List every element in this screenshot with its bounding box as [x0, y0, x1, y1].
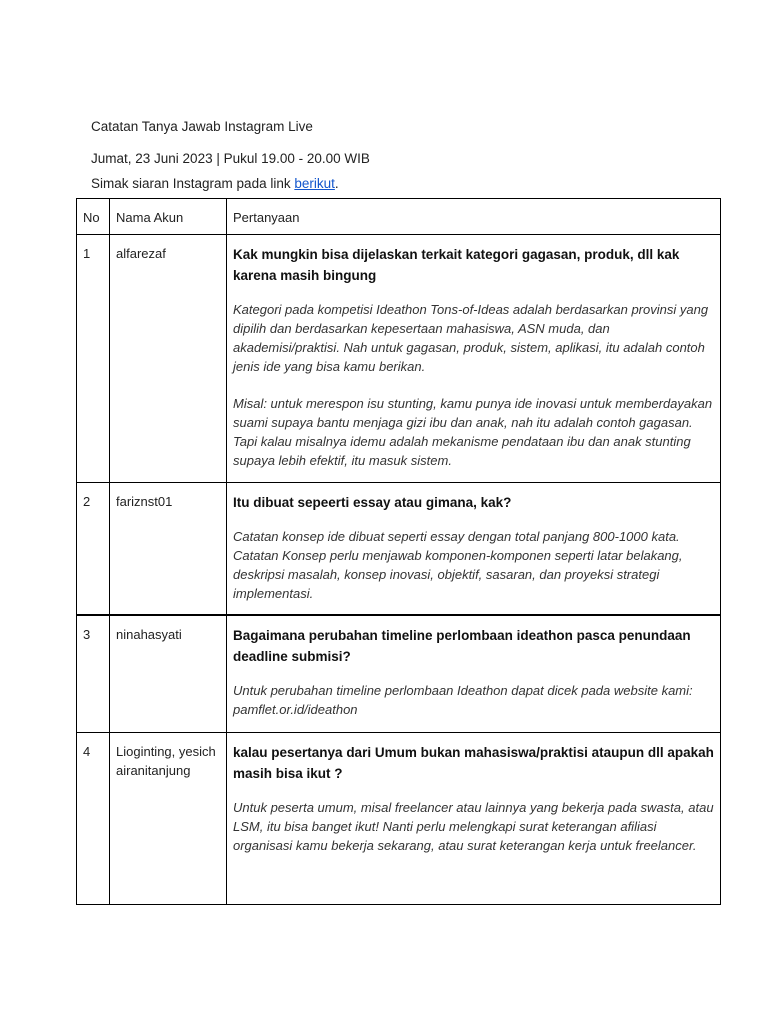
- qa-table: [76, 198, 721, 905]
- document-title: Catatan Tanya Jawab Instagram Live: [91, 119, 313, 134]
- table-row: [77, 235, 721, 483]
- row-number: 1: [77, 235, 110, 483]
- row-number: 4: [77, 733, 110, 905]
- row-number: 2: [77, 483, 110, 616]
- question-text: kalau pesertanya dari Umum bukan mahasiswa/praktisi ataupun dll apakah masih bisa ikut ?: [233, 745, 714, 781]
- question-cell: [227, 733, 721, 905]
- account-name: fariznst01: [110, 483, 227, 616]
- account-name: alfarezaf: [110, 235, 227, 483]
- instagram-live-link[interactable]: berikut: [294, 176, 335, 191]
- row-number: 3: [77, 615, 110, 733]
- question-text: Kak mungkin bisa dijelaskan terkait kategori gagasan, produk, dll kak karena masih bingung: [233, 247, 680, 283]
- header-no: No: [77, 199, 110, 235]
- question-cell: [227, 483, 721, 616]
- answer-text: Untuk perubahan timeline perlombaan Ideathon dapat dicek pada website kami: pamflet.or.id/ideathon: [233, 683, 693, 717]
- header-account: Nama Akun: [110, 199, 227, 235]
- account-name: Lioginting, yesichairanitanjung: [110, 733, 227, 905]
- question-text: Bagaimana perubahan timeline perlombaan ideathon pasca penundaan deadline submisi?: [233, 628, 691, 664]
- table-header-row: [77, 199, 721, 235]
- table-row: [77, 615, 721, 733]
- question-cell: [227, 235, 721, 483]
- answer-text: Misal: untuk merespon isu stunting, kamu punya ide inovasi untuk memberdayakan suami supaya bantu menjaga gizi ibu dan anak, nah itu adalah contoh gagasan. Tapi kalau misalnya idemu adalah mekanisme pendataan ibu dan anak stunting supaya lebih efektif, itu masuk sistem.: [233, 396, 713, 468]
- link-prefix: Simak siaran Instagram pada link: [91, 176, 295, 191]
- question-text: Itu dibuat sepeerti essay atau gimana, kak?: [233, 495, 512, 510]
- account-name: ninahasyati: [110, 615, 227, 733]
- question-cell: [227, 615, 721, 733]
- answer-text: Kategori pada kompetisi Ideathon Tons-of-Ideas adalah berdasarkan provinsi yang dipilih dan berdasarkan kepesertaan mahasiswa, ASN muda, dan akademisi/praktisi. Nah untuk gagasan, produk, sistem, aplikasi, itu adalah contoh jenis ide yang bisa kamu berikan.: [233, 302, 709, 374]
- answer-text: Catatan konsep ide dibuat seperti essay dengan total panjang 800-1000 kata. Catatan Konsep perlu menjawab komponen-komponen seperti latar belakang, deskripsi masalah, konsep inovasi, objektif, sasaran, dan proyeksi strategi implementasi.: [233, 529, 683, 601]
- header-question: Pertanyaan: [227, 199, 721, 235]
- instagram-link-line: [91, 176, 339, 191]
- document-date: Jumat, 23 Juni 2023 | Pukul 19.00 - 20.00 WIB: [91, 151, 370, 166]
- link-suffix: .: [334, 176, 339, 191]
- table-row: [77, 733, 721, 905]
- table-row: [77, 483, 721, 616]
- answer-text: Untuk peserta umum, misal freelancer atau lainnya yang bekerja pada swasta, atau LSM, itu bisa banget ikut! Nanti perlu melengkapi surat keterangan afiliasi organisasi kamu bekerja sekarang, atau surat keterangan kerja untuk freelancer.: [233, 800, 714, 853]
